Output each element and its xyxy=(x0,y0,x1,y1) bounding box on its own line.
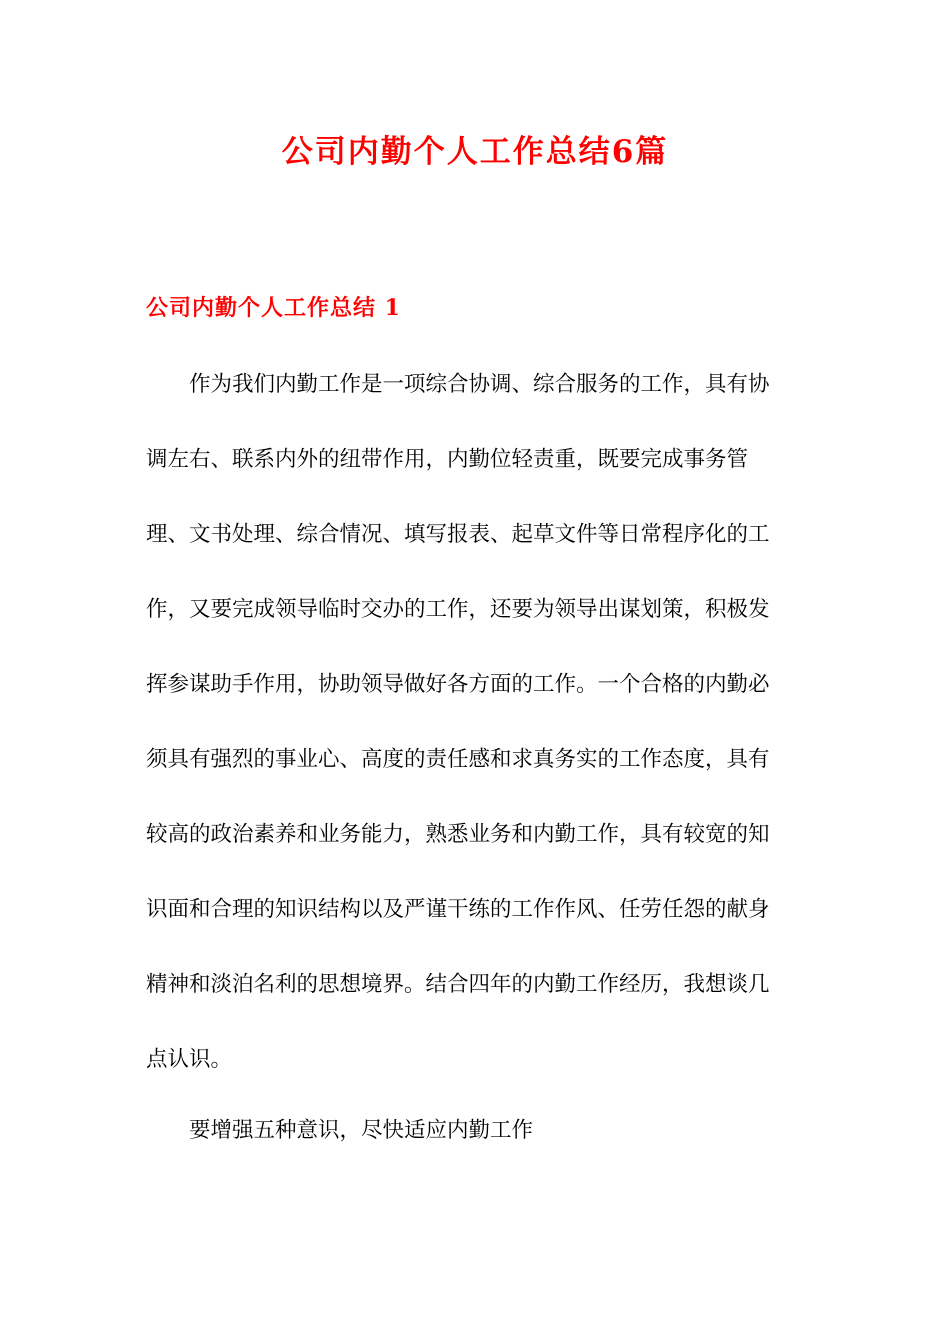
paragraph-line: 识面和合理的知识结构以及严谨干练的工作作风、任劳任怨的献身 xyxy=(146,897,770,922)
paragraph-line: 须具有强烈的事业心、高度的责任感和求真务实的工作态度，具有 xyxy=(146,747,770,772)
paragraph-line: 调左右、联系内外的纽带作用，内勤位轻责重，既要完成事务管 xyxy=(146,447,749,472)
paragraph-line: 作为我们内勤工作是一项综合协调、综合服务的工作，具有协 xyxy=(189,372,770,397)
paragraph-2 xyxy=(146,1113,796,1188)
paragraph-line: 理、文书处理、综合情况、填写报表、起草文件等日常程序化的工 xyxy=(146,522,770,547)
paragraph-line: 精神和淡泊名利的思想境界。结合四年的内勤工作经历，我想谈几 xyxy=(146,972,770,997)
paragraph-line: 较高的政治素养和业务能力，熟悉业务和内勤工作，具有较宽的知 xyxy=(146,822,770,847)
paragraph-line: 作，又要完成领导临时交办的工作，还要为领导出谋划策，积极发 xyxy=(146,597,770,622)
paragraph-line: 点认识。 xyxy=(146,1047,233,1072)
paragraph-1 xyxy=(146,367,796,1117)
paragraph-line: 挥参谋助手作用，协助领导做好各方面的工作。一个合格的内勤必 xyxy=(146,672,770,697)
section-heading: 公司内勤个人工作总结 1 xyxy=(146,295,401,321)
paragraph-line: 要增强五种意识，尽快适应内勤工作 xyxy=(189,1118,534,1143)
document-title: 公司内勤个人工作总结6篇 xyxy=(281,134,669,170)
